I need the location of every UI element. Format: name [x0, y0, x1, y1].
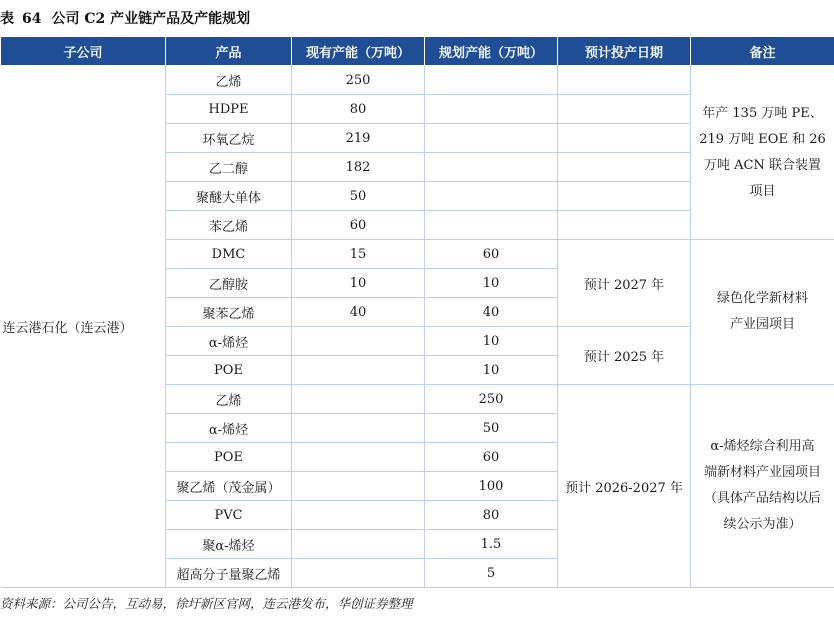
header-start-date: 预计投产日期 [558, 37, 691, 66]
planned-cell [425, 66, 558, 95]
product-cell: 超高分子量聚乙烯 [166, 559, 292, 588]
note-cell [691, 240, 834, 385]
date-cell [558, 95, 691, 124]
planned-cell: 100 [425, 472, 558, 501]
header-planned-capacity: 规划产能（万吨） [425, 37, 558, 66]
existing-cell [292, 559, 425, 588]
product-cell: 乙烯 [166, 385, 292, 414]
planned-cell: 50 [425, 414, 558, 443]
date-cell: 预计 2026-2027 年 [558, 385, 691, 588]
date-cell [558, 66, 691, 95]
product-cell: 聚α-烯烃 [166, 530, 292, 559]
planned-cell: 250 [425, 385, 558, 414]
product-cell: α-烯烃 [166, 414, 292, 443]
planned-cell: 60 [425, 443, 558, 472]
note-line: 续公示为准） [723, 517, 802, 532]
product-cell: 乙醇胺 [166, 269, 292, 298]
date-cell [558, 211, 691, 240]
note-cell [691, 385, 834, 588]
note-cell [691, 66, 834, 240]
existing-cell [292, 385, 425, 414]
planned-cell [425, 124, 558, 153]
planned-cell [425, 211, 558, 240]
header-product: 产品 [166, 37, 292, 66]
planned-cell: 5 [425, 559, 558, 588]
planned-cell [425, 182, 558, 211]
planned-cell [425, 153, 558, 182]
company-cell: 连云港石化（连云港） [1, 66, 166, 588]
product-cell: PVC [166, 501, 292, 530]
note-line: 万吨 ACN 联合装置 [704, 157, 821, 173]
table-title [0, 6, 250, 32]
product-cell: 苯乙烯 [166, 211, 292, 240]
product-cell: 乙烯 [166, 66, 292, 95]
planned-cell: 10 [425, 356, 558, 385]
table-title-prefix: 表 [0, 11, 14, 27]
note-line: （具体产品结构以后 [703, 491, 821, 506]
existing-cell [292, 501, 425, 530]
product-cell: 聚苯乙烯 [166, 298, 292, 327]
planned-cell: 40 [425, 298, 558, 327]
planned-cell: 10 [425, 327, 558, 356]
header-note: 备注 [691, 37, 834, 66]
source-note: 资料来源：公司公告，互动易，徐圩新区官网，连云港发布，华创证券整理 [0, 596, 413, 611]
planned-cell [425, 95, 558, 124]
product-cell: α-烯烃 [166, 327, 292, 356]
existing-cell [292, 356, 425, 385]
existing-cell: 15 [292, 240, 425, 269]
existing-cell: 60 [292, 211, 425, 240]
existing-cell [292, 414, 425, 443]
product-cell: 聚乙烯（茂金属） [166, 472, 292, 501]
note-line: 端新材料产业园项目 [703, 465, 821, 480]
header-existing-capacity: 现有产能（万吨） [292, 37, 425, 66]
planned-cell: 60 [425, 240, 558, 269]
table-row [1, 66, 834, 95]
table-title-number: 64 [22, 11, 42, 27]
date-cell: 预计 2027 年 [558, 240, 691, 327]
existing-cell: 219 [292, 124, 425, 153]
existing-cell: 40 [292, 298, 425, 327]
product-cell: 乙二醇 [166, 153, 292, 182]
planned-cell: 10 [425, 269, 558, 298]
planned-cell: 80 [425, 501, 558, 530]
existing-cell [292, 530, 425, 559]
existing-cell [292, 472, 425, 501]
note-line: α-烯烃综合利用高 [710, 439, 815, 454]
existing-cell: 80 [292, 95, 425, 124]
existing-cell: 250 [292, 66, 425, 95]
product-cell: HDPE [166, 95, 292, 124]
table-title-text: 公司 C2 产业链产品及产能规划 [51, 11, 251, 27]
existing-cell [292, 443, 425, 472]
note-line: 年产 135 万吨 PE、 [702, 105, 823, 121]
product-cell: 聚醚大单体 [166, 182, 292, 211]
existing-cell: 50 [292, 182, 425, 211]
note-line: 产业园项目 [729, 317, 795, 332]
product-cell: 环氧乙烷 [166, 124, 292, 153]
header-company: 子公司 [1, 37, 166, 66]
capacity-table [0, 36, 834, 588]
note-line: 项目 [749, 183, 776, 199]
product-cell: POE [166, 443, 292, 472]
date-cell [558, 182, 691, 211]
date-cell [558, 153, 691, 182]
planned-cell: 1.5 [425, 530, 558, 559]
note-line: 219 万吨 EOE 和 26 [699, 131, 826, 147]
date-cell [558, 124, 691, 153]
note-line: 绿色化学新材料 [716, 291, 808, 306]
date-cell: 预计 2025 年 [558, 327, 691, 385]
product-cell: DMC [166, 240, 292, 269]
existing-cell [292, 327, 425, 356]
existing-cell: 10 [292, 269, 425, 298]
product-cell: POE [166, 356, 292, 385]
header-row [1, 37, 834, 66]
existing-cell: 182 [292, 153, 425, 182]
